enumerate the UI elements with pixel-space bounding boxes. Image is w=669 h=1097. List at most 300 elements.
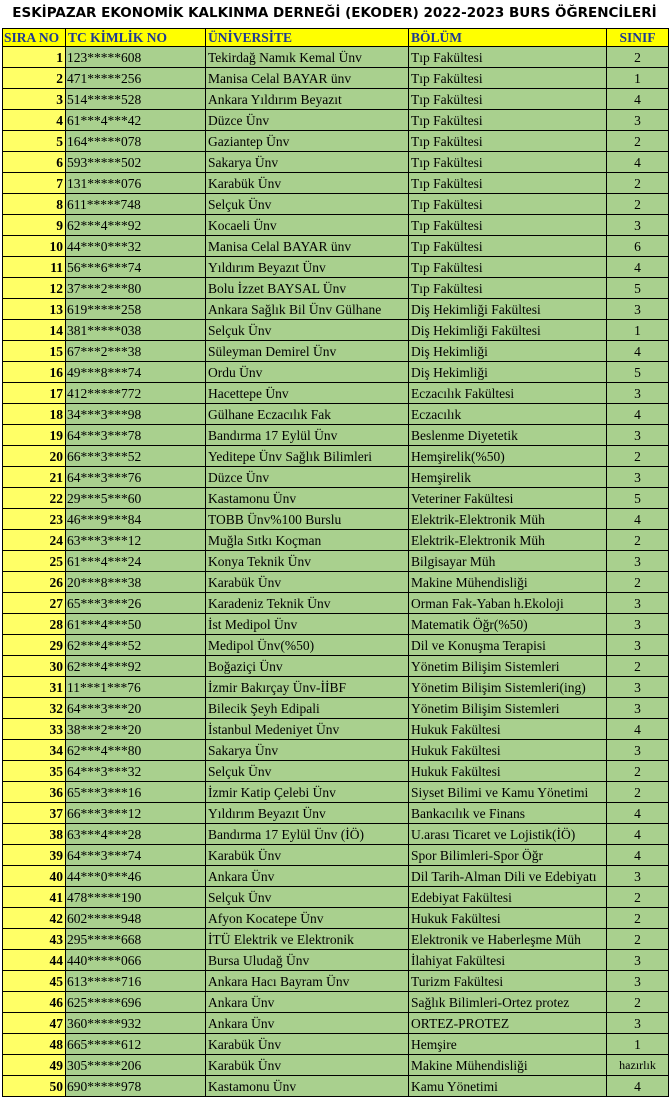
row-sira-no: 8: [3, 194, 66, 215]
row-sira-no: 37: [3, 803, 66, 824]
row-tc-kimlik-no: 64***3***74: [66, 845, 206, 866]
row-sira-no: 17: [3, 383, 66, 404]
row-sinif: 2: [607, 887, 669, 908]
row-bolum: Hukuk Fakültesi: [409, 740, 607, 761]
row-sinif: 3: [607, 467, 669, 488]
row-bolum: Tıp Fakültesi: [409, 194, 607, 215]
row-universite: Manisa Celal BAYAR ünv: [206, 236, 409, 257]
row-sinif: 2: [607, 929, 669, 950]
row-tc-kimlik-no: 34***3***98: [66, 404, 206, 425]
row-sira-no: 2: [3, 68, 66, 89]
row-sira-no: 30: [3, 656, 66, 677]
table-row: [3, 845, 669, 866]
table-row: [3, 908, 669, 929]
row-bolum: Hemşire: [409, 1034, 607, 1055]
row-universite: İzmir Bakırçay Ünv-İİBF: [206, 677, 409, 698]
row-bolum: Elektronik ve Haberleşme Müh: [409, 929, 607, 950]
row-bolum: Hukuk Fakültesi: [409, 908, 607, 929]
row-sinif: 3: [607, 593, 669, 614]
row-tc-kimlik-no: 440*****066: [66, 950, 206, 971]
row-sira-no: 48: [3, 1034, 66, 1055]
row-universite: Ankara Ünv: [206, 1013, 409, 1034]
row-universite: Konya Teknik Ünv: [206, 551, 409, 572]
row-sinif: 4: [607, 509, 669, 530]
row-bolum: Tıp Fakültesi: [409, 215, 607, 236]
row-bolum: Veteriner Fakültesi: [409, 488, 607, 509]
row-sira-no: 32: [3, 698, 66, 719]
row-universite: Ordu Ünv: [206, 362, 409, 383]
table-row: [3, 530, 669, 551]
row-tc-kimlik-no: 67***2***38: [66, 341, 206, 362]
table-row: [3, 341, 669, 362]
table-row: [3, 761, 669, 782]
table-row: [3, 320, 669, 341]
row-bolum: ORTEZ-PROTEZ: [409, 1013, 607, 1034]
row-universite: İst Medipol Ünv: [206, 614, 409, 635]
row-bolum: Edebiyat Fakültesi: [409, 887, 607, 908]
row-sira-no: 6: [3, 152, 66, 173]
row-sira-no: 10: [3, 236, 66, 257]
row-tc-kimlik-no: 613*****716: [66, 971, 206, 992]
table-row: [3, 803, 669, 824]
header-row: [3, 29, 669, 47]
row-sira-no: 39: [3, 845, 66, 866]
row-tc-kimlik-no: 61***4***24: [66, 551, 206, 572]
row-sinif: 5: [607, 488, 669, 509]
table-row: [3, 404, 669, 425]
table-row: [3, 509, 669, 530]
row-universite: Ankara Yıldırım Beyazıt: [206, 89, 409, 110]
row-bolum: Hukuk Fakültesi: [409, 719, 607, 740]
row-bolum: U.arası Ticaret ve Lojistik(İÖ): [409, 824, 607, 845]
row-sinif: 3: [607, 299, 669, 320]
table-row: [3, 488, 669, 509]
row-sira-no: 33: [3, 719, 66, 740]
table-row: [3, 152, 669, 173]
row-tc-kimlik-no: 65***3***26: [66, 593, 206, 614]
row-bolum: Tıp Fakültesi: [409, 47, 607, 68]
row-tc-kimlik-no: 64***3***20: [66, 698, 206, 719]
row-sira-no: 50: [3, 1076, 66, 1097]
row-universite: Kocaeli Ünv: [206, 215, 409, 236]
table-row: [3, 677, 669, 698]
row-bolum: Tıp Fakültesi: [409, 89, 607, 110]
row-universite: Ankara Sağlık Bil Ünv Gülhane: [206, 299, 409, 320]
row-sinif: 3: [607, 1013, 669, 1034]
row-universite: Bandırma 17 Eylül Ünv: [206, 425, 409, 446]
row-sira-no: 5: [3, 131, 66, 152]
row-universite: Selçuk Ünv: [206, 761, 409, 782]
table-row: [3, 446, 669, 467]
row-sinif: 3: [607, 614, 669, 635]
row-bolum: Yönetim Bilişim Sistemleri: [409, 698, 607, 719]
row-bolum: Yönetim Bilişim Sistemleri(ing): [409, 677, 607, 698]
row-universite: Yıldırım Beyazıt Ünv: [206, 257, 409, 278]
row-sira-no: 28: [3, 614, 66, 635]
row-bolum: Elektrik-Elektronik Müh: [409, 509, 607, 530]
row-universite: Ankara Hacı Bayram Ünv: [206, 971, 409, 992]
row-sira-no: 12: [3, 278, 66, 299]
page-title: ESKİPAZAR EKONOMİK KALKINMA DERNEĞİ (EKODER) 2022-2023 BURS ÖĞRENCİLERİ: [12, 5, 657, 21]
row-bolum: Tıp Fakültesi: [409, 173, 607, 194]
row-universite: Ankara Ünv: [206, 992, 409, 1013]
row-universite: Karabük Ünv: [206, 572, 409, 593]
row-universite: Bilecik Şeyh Edipali: [206, 698, 409, 719]
row-universite: Medipol Ünv(%50): [206, 635, 409, 656]
row-tc-kimlik-no: 514*****528: [66, 89, 206, 110]
row-tc-kimlik-no: 64***3***76: [66, 467, 206, 488]
table-row: [3, 215, 669, 236]
row-sira-no: 24: [3, 530, 66, 551]
row-sira-no: 45: [3, 971, 66, 992]
row-universite: Karabük Ünv: [206, 1034, 409, 1055]
row-bolum: Matematik Öğr(%50): [409, 614, 607, 635]
row-sira-no: 18: [3, 404, 66, 425]
header-universite: ÜNİVERSİTE: [206, 29, 409, 47]
row-sinif: 2: [607, 446, 669, 467]
row-bolum: Tıp Fakültesi: [409, 257, 607, 278]
row-universite: Sakarya Ünv: [206, 740, 409, 761]
row-bolum: Tıp Fakültesi: [409, 68, 607, 89]
row-sira-no: 29: [3, 635, 66, 656]
row-tc-kimlik-no: 64***3***78: [66, 425, 206, 446]
table-row: [3, 740, 669, 761]
row-sira-no: 40: [3, 866, 66, 887]
table-row: [3, 1055, 669, 1076]
row-tc-kimlik-no: 64***3***32: [66, 761, 206, 782]
row-sira-no: 16: [3, 362, 66, 383]
row-tc-kimlik-no: 381*****038: [66, 320, 206, 341]
row-universite: TOBB Ünv%100 Burslu: [206, 509, 409, 530]
row-sinif: 3: [607, 110, 669, 131]
row-universite: Bursa Uludağ Ünv: [206, 950, 409, 971]
row-sinif: 1: [607, 1034, 669, 1055]
row-universite: Tekirdağ Namık Kemal Ünv: [206, 47, 409, 68]
row-sira-no: 4: [3, 110, 66, 131]
row-bolum: Sağlık Bilimleri-Ortez protez: [409, 992, 607, 1013]
row-sinif: 1: [607, 68, 669, 89]
row-universite: Selçuk Ünv: [206, 320, 409, 341]
row-sira-no: 11: [3, 257, 66, 278]
row-sinif: 3: [607, 971, 669, 992]
row-tc-kimlik-no: 38***2***20: [66, 719, 206, 740]
row-sira-no: 26: [3, 572, 66, 593]
row-bolum: Diş Hekimliği Fakültesi: [409, 299, 607, 320]
row-sira-no: 49: [3, 1055, 66, 1076]
row-sira-no: 36: [3, 782, 66, 803]
row-tc-kimlik-no: 62***4***92: [66, 215, 206, 236]
row-bolum: Diş Hekimliği Fakültesi: [409, 320, 607, 341]
row-sinif: 3: [607, 425, 669, 446]
row-sinif: 4: [607, 404, 669, 425]
row-tc-kimlik-no: 62***4***52: [66, 635, 206, 656]
row-universite: Bolu İzzet BAYSAL Ünv: [206, 278, 409, 299]
table-row: [3, 698, 669, 719]
table-row: [3, 131, 669, 152]
row-sira-no: 22: [3, 488, 66, 509]
table-row: [3, 278, 669, 299]
table-row: [3, 950, 669, 971]
row-bolum: Tıp Fakültesi: [409, 131, 607, 152]
row-sira-no: 34: [3, 740, 66, 761]
row-tc-kimlik-no: 619*****258: [66, 299, 206, 320]
row-sinif: 2: [607, 131, 669, 152]
row-bolum: Hemşirelik: [409, 467, 607, 488]
row-tc-kimlik-no: 611*****748: [66, 194, 206, 215]
table-row: [3, 1034, 669, 1055]
row-bolum: Hukuk Fakültesi: [409, 761, 607, 782]
row-bolum: Bankacılık ve Finans: [409, 803, 607, 824]
row-universite: Hacettepe Ünv: [206, 383, 409, 404]
row-tc-kimlik-no: 44***0***46: [66, 866, 206, 887]
row-bolum: Dil Tarih-Alman Dili ve Edebiyatı: [409, 866, 607, 887]
row-tc-kimlik-no: 602*****948: [66, 908, 206, 929]
row-tc-kimlik-no: 66***3***12: [66, 803, 206, 824]
row-sira-no: 41: [3, 887, 66, 908]
row-sinif: 4: [607, 341, 669, 362]
row-sira-no: 15: [3, 341, 66, 362]
row-universite: İzmir Katip Çelebi Ünv: [206, 782, 409, 803]
row-tc-kimlik-no: 690*****978: [66, 1076, 206, 1097]
row-bolum: Eczacılık: [409, 404, 607, 425]
row-tc-kimlik-no: 49***8***74: [66, 362, 206, 383]
table-row: [3, 887, 669, 908]
row-universite: Boğaziçi Ünv: [206, 656, 409, 677]
row-universite: Gülhane Eczacılık Fak: [206, 404, 409, 425]
row-sinif: 4: [607, 824, 669, 845]
table-row: [3, 1076, 669, 1097]
row-tc-kimlik-no: 29***5***60: [66, 488, 206, 509]
row-tc-kimlik-no: 625*****696: [66, 992, 206, 1013]
row-sira-no: 43: [3, 929, 66, 950]
table-row: [3, 656, 669, 677]
row-sira-no: 1: [3, 47, 66, 68]
row-sira-no: 35: [3, 761, 66, 782]
row-tc-kimlik-no: 62***4***92: [66, 656, 206, 677]
row-tc-kimlik-no: 593*****502: [66, 152, 206, 173]
row-tc-kimlik-no: 131*****076: [66, 173, 206, 194]
row-sinif: 3: [607, 740, 669, 761]
row-sinif: 3: [607, 866, 669, 887]
row-sinif: 5: [607, 362, 669, 383]
header-tc-kimlik-no: TC KİMLİK NO: [66, 29, 206, 47]
row-sira-no: 31: [3, 677, 66, 698]
row-universite: Muğla Sıtkı Koçman: [206, 530, 409, 551]
row-tc-kimlik-no: 56***6***74: [66, 257, 206, 278]
row-universite: Karabük Ünv: [206, 845, 409, 866]
row-sira-no: 7: [3, 173, 66, 194]
table-row: [3, 593, 669, 614]
table-row: [3, 866, 669, 887]
table-row: [3, 362, 669, 383]
table-row: [3, 719, 669, 740]
row-universite: Süleyman Demirel Ünv: [206, 341, 409, 362]
row-sinif: 3: [607, 215, 669, 236]
row-sinif: hazırlık: [607, 1055, 669, 1076]
table-row: [3, 425, 669, 446]
row-bolum: Beslenme Diyetetik: [409, 425, 607, 446]
row-sira-no: 3: [3, 89, 66, 110]
row-sinif: 3: [607, 698, 669, 719]
table-row: [3, 89, 669, 110]
row-bolum: Spor Bilimleri-Spor Öğr: [409, 845, 607, 866]
row-sinif: 2: [607, 782, 669, 803]
row-universite: Düzce Ünv: [206, 467, 409, 488]
header-bolum: BÖLÜM: [409, 29, 607, 47]
row-bolum: Hemşirelik(%50): [409, 446, 607, 467]
row-universite: Kastamonu Ünv: [206, 488, 409, 509]
row-sinif: 3: [607, 383, 669, 404]
row-tc-kimlik-no: 63***3***12: [66, 530, 206, 551]
table-row: [3, 47, 669, 68]
row-tc-kimlik-no: 665*****612: [66, 1034, 206, 1055]
row-sira-no: 9: [3, 215, 66, 236]
row-sira-no: 47: [3, 1013, 66, 1034]
row-sinif: 5: [607, 278, 669, 299]
row-universite: Selçuk Ünv: [206, 194, 409, 215]
row-sinif: 2: [607, 761, 669, 782]
row-universite: Yıldırım Beyazıt Ünv: [206, 803, 409, 824]
scholarship-table: [2, 28, 669, 1097]
row-sira-no: 25: [3, 551, 66, 572]
row-tc-kimlik-no: 412*****772: [66, 383, 206, 404]
row-sinif: 4: [607, 257, 669, 278]
row-sira-no: 46: [3, 992, 66, 1013]
row-bolum: Diş Hekimliği: [409, 362, 607, 383]
row-sira-no: 19: [3, 425, 66, 446]
table-row: [3, 1013, 669, 1034]
row-tc-kimlik-no: 62***4***80: [66, 740, 206, 761]
table-row: [3, 194, 669, 215]
table-row: [3, 173, 669, 194]
row-sinif: 2: [607, 656, 669, 677]
row-sira-no: 27: [3, 593, 66, 614]
table-row: [3, 992, 669, 1013]
row-tc-kimlik-no: 20***8***38: [66, 572, 206, 593]
row-sira-no: 42: [3, 908, 66, 929]
row-tc-kimlik-no: 44***0***32: [66, 236, 206, 257]
row-bolum: Eczacılık Fakültesi: [409, 383, 607, 404]
row-sinif: 3: [607, 677, 669, 698]
row-sinif: 4: [607, 152, 669, 173]
table-row: [3, 614, 669, 635]
row-tc-kimlik-no: 164*****078: [66, 131, 206, 152]
row-bolum: Bilgisayar Müh: [409, 551, 607, 572]
row-sinif: 2: [607, 572, 669, 593]
table-row: [3, 236, 669, 257]
table-row: [3, 68, 669, 89]
row-bolum: İlahiyat Fakültesi: [409, 950, 607, 971]
table-row: [3, 551, 669, 572]
row-bolum: Siyset Bilimi ve Kamu Yönetimi: [409, 782, 607, 803]
row-sinif: 2: [607, 992, 669, 1013]
row-sinif: 3: [607, 950, 669, 971]
row-universite: İstanbul Medeniyet Ünv: [206, 719, 409, 740]
row-bolum: Makine Mühendisliği: [409, 1055, 607, 1076]
row-sinif: 3: [607, 635, 669, 656]
row-tc-kimlik-no: 11***1***76: [66, 677, 206, 698]
row-universite: Kastamonu Ünv: [206, 1076, 409, 1097]
row-universite: Selçuk Ünv: [206, 887, 409, 908]
table-row: [3, 782, 669, 803]
row-sinif: 4: [607, 719, 669, 740]
row-sira-no: 38: [3, 824, 66, 845]
row-bolum: Yönetim Bilişim Sistemleri: [409, 656, 607, 677]
table-row: [3, 110, 669, 131]
table-row: [3, 971, 669, 992]
row-universite: Sakarya Ünv: [206, 152, 409, 173]
row-sinif: 4: [607, 803, 669, 824]
row-sira-no: 44: [3, 950, 66, 971]
header-sira-no: SIRA NO: [3, 29, 66, 47]
row-tc-kimlik-no: 295*****668: [66, 929, 206, 950]
row-tc-kimlik-no: 478*****190: [66, 887, 206, 908]
row-sinif: 2: [607, 194, 669, 215]
row-bolum: Makine Mühendisliği: [409, 572, 607, 593]
row-sinif: 1: [607, 320, 669, 341]
row-universite: Afyon Kocatepe Ünv: [206, 908, 409, 929]
row-universite: Bandırma 17 Eylül Ünv (İÖ): [206, 824, 409, 845]
row-tc-kimlik-no: 65***3***16: [66, 782, 206, 803]
row-bolum: Tıp Fakültesi: [409, 278, 607, 299]
row-sinif: 2: [607, 47, 669, 68]
row-tc-kimlik-no: 63***4***28: [66, 824, 206, 845]
row-sira-no: 23: [3, 509, 66, 530]
row-sira-no: 13: [3, 299, 66, 320]
row-universite: Ankara Ünv: [206, 866, 409, 887]
row-sinif: 4: [607, 89, 669, 110]
row-sira-no: 21: [3, 467, 66, 488]
row-bolum: Diş Hekimliği: [409, 341, 607, 362]
row-tc-kimlik-no: 66***3***52: [66, 446, 206, 467]
row-sinif: 3: [607, 551, 669, 572]
row-universite: Manisa Celal BAYAR ünv: [206, 68, 409, 89]
row-bolum: Tıp Fakültesi: [409, 110, 607, 131]
row-sinif: 2: [607, 173, 669, 194]
row-universite: Karabük Ünv: [206, 173, 409, 194]
row-tc-kimlik-no: 46***9***84: [66, 509, 206, 530]
row-universite: Karadeniz Teknik Ünv: [206, 593, 409, 614]
table-row: [3, 467, 669, 488]
row-universite: Yeditepe Ünv Sağlık Bilimleri: [206, 446, 409, 467]
row-sinif: 4: [607, 1076, 669, 1097]
row-sinif: 2: [607, 530, 669, 551]
row-bolum: Turizm Fakültesi: [409, 971, 607, 992]
row-sinif: 2: [607, 908, 669, 929]
table-row: [3, 635, 669, 656]
row-tc-kimlik-no: 61***4***42: [66, 110, 206, 131]
row-sinif: 4: [607, 845, 669, 866]
row-tc-kimlik-no: 37***2***80: [66, 278, 206, 299]
row-tc-kimlik-no: 360*****932: [66, 1013, 206, 1034]
row-sira-no: 14: [3, 320, 66, 341]
row-sinif: 6: [607, 236, 669, 257]
table-row: [3, 824, 669, 845]
header-sinif: SINIF: [607, 29, 669, 47]
row-bolum: Kamu Yönetimi: [409, 1076, 607, 1097]
row-tc-kimlik-no: 471*****256: [66, 68, 206, 89]
row-universite: Gaziantep Ünv: [206, 131, 409, 152]
table-row: [3, 299, 669, 320]
row-bolum: Dil ve Konuşma Terapisi: [409, 635, 607, 656]
row-bolum: Tıp Fakültesi: [409, 236, 607, 257]
row-tc-kimlik-no: 61***4***50: [66, 614, 206, 635]
table-row: [3, 929, 669, 950]
table-row: [3, 383, 669, 404]
row-sira-no: 20: [3, 446, 66, 467]
row-bolum: Elektrik-Elektronik Müh: [409, 530, 607, 551]
row-universite: İTÜ Elektrik ve Elektronik: [206, 929, 409, 950]
